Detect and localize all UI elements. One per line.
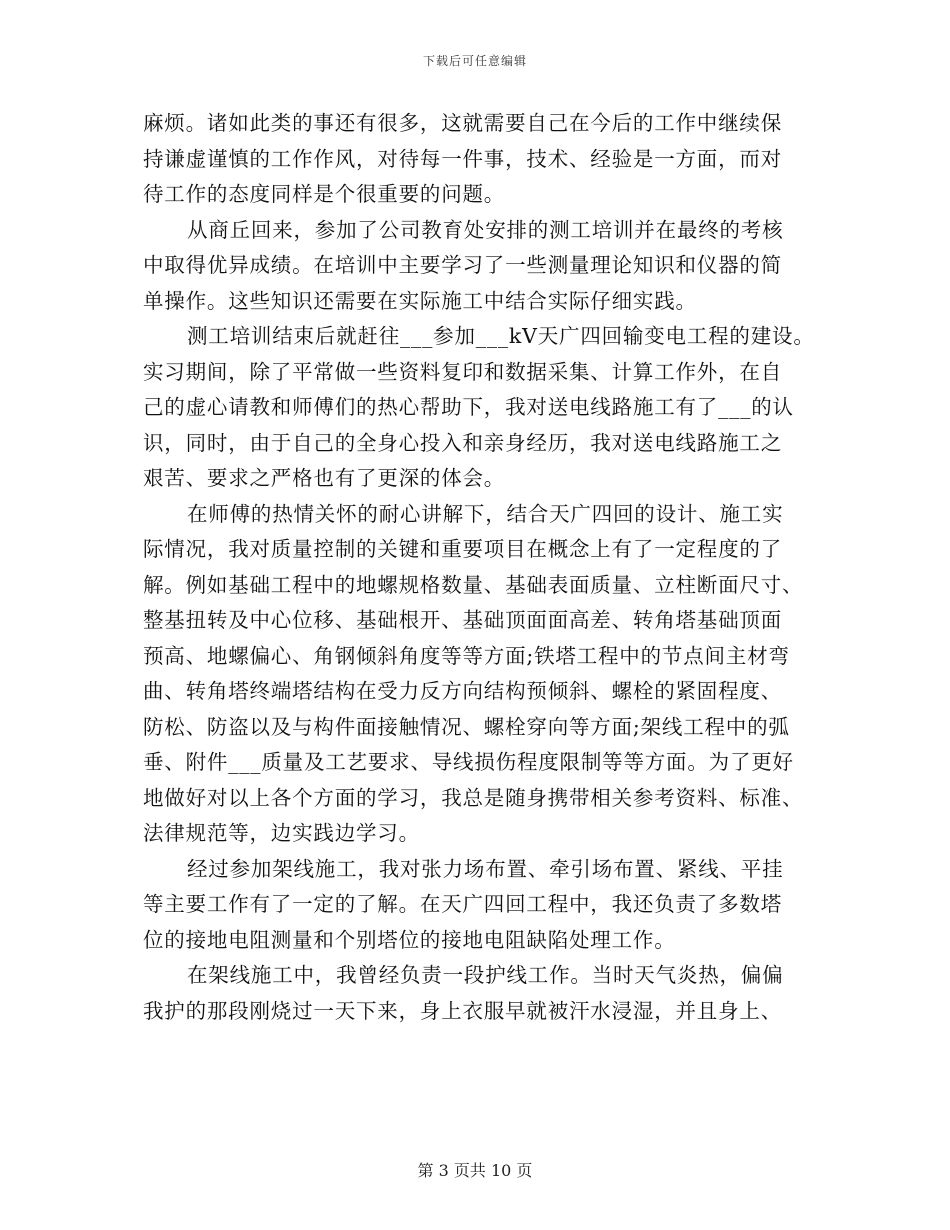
text-line: 垂、附件___质量及工艺要求、导线损伤程度限制等等方面。为了更好 xyxy=(143,750,794,774)
page-header: 下载后可任意编辑 xyxy=(422,54,527,68)
text-line: 法律规范等，边实践边学习。 xyxy=(143,821,420,845)
text-line: 位的接地电阻测量和个别塔位的接地电阻缺陷处理工作。 xyxy=(143,927,676,952)
text-line: 防松、防盗以及与构件面接触情况、螺栓穿向等方面;架线工程中的弧 xyxy=(143,714,790,739)
text-line: 解。例如基础工程中的地螺规格数量、基础表面质量、立柱断面尺寸、 xyxy=(143,572,804,597)
text-line: 持谦虚谨慎的工作作风，对待每一件事，技术、经验是一方面，而对 xyxy=(143,146,782,171)
text-line: 待工作的态度同样是个很重要的问题。 xyxy=(143,182,506,206)
text-line: 艰苦、要求之严格也有了更深的体会。 xyxy=(143,466,506,490)
text-line: 我护的那段刚烧过一天下来，身上衣服早就被汗水浸湿，并且身上、 xyxy=(143,998,782,1023)
text-line: 单操作。这些知识还需要在实际施工中结合实际仔细实践。 xyxy=(143,288,697,313)
text-line: 从商丘回来，参加了公司教育处安排的测工培训并在最终的考核 xyxy=(187,217,784,242)
text-line: 预高、地螺偏心、角钢倾斜角度等等方面;铁塔工程中的节点间主材弯 xyxy=(143,643,790,668)
text-line: 己的虚心请教和师傅们的热心帮助下，我对送电线路施工有了___的认 xyxy=(143,395,794,419)
text-line: 曲、转角塔终端塔结构在受力反方向结构预倾斜、螺栓的紧固程度、 xyxy=(143,679,782,703)
text-line: 麻烦。诸如此类的事还有很多，这就需要自己在今后的工作中继续保 xyxy=(143,111,782,135)
text-line: 际情况，我对质量控制的关键和重要项目在概念上有了一定程度的了 xyxy=(143,537,782,561)
text-line: 在师傅的热情关怀的耐心讲解下，结合天广四回的设计、施工实 xyxy=(187,501,784,526)
text-line: 等主要工作有了一定的了解。在天广四回工程中，我还负责了多数塔 xyxy=(143,892,782,916)
text-line: 中取得优异成绩。在培训中主要学习了一些测量理论知识和仪器的简 xyxy=(143,253,782,277)
text-line: 测工培训结束后就赶往___参加___kV天广四回输变电工程的建设。 xyxy=(187,324,815,348)
document-body xyxy=(143,106,815,1029)
text-line: 实习期间，除了平常做一些资料复印和数据采集、计算工作外，在自 xyxy=(143,359,782,384)
text-line: 在架线施工中，我曾经负责一段护线工作。当时天气炎热，偏偏 xyxy=(187,963,784,987)
page-footer: 第 3 页共 10 页 xyxy=(417,1161,533,1180)
text-line: 整基扭转及中心位移、基础根开、基础顶面面高差、转角塔基础顶面 xyxy=(143,608,782,632)
text-line: 地做好对以上各个方面的学习，我总是随身携带相关参考资料、标准、 xyxy=(143,785,804,810)
text-line: 识，同时，由于自己的全身心投入和亲身经历，我对送电线路施工之 xyxy=(143,430,782,455)
text-line: 经过参加架线施工，我对张力场布置、牵引场布置、紧线、平挂 xyxy=(187,856,784,881)
